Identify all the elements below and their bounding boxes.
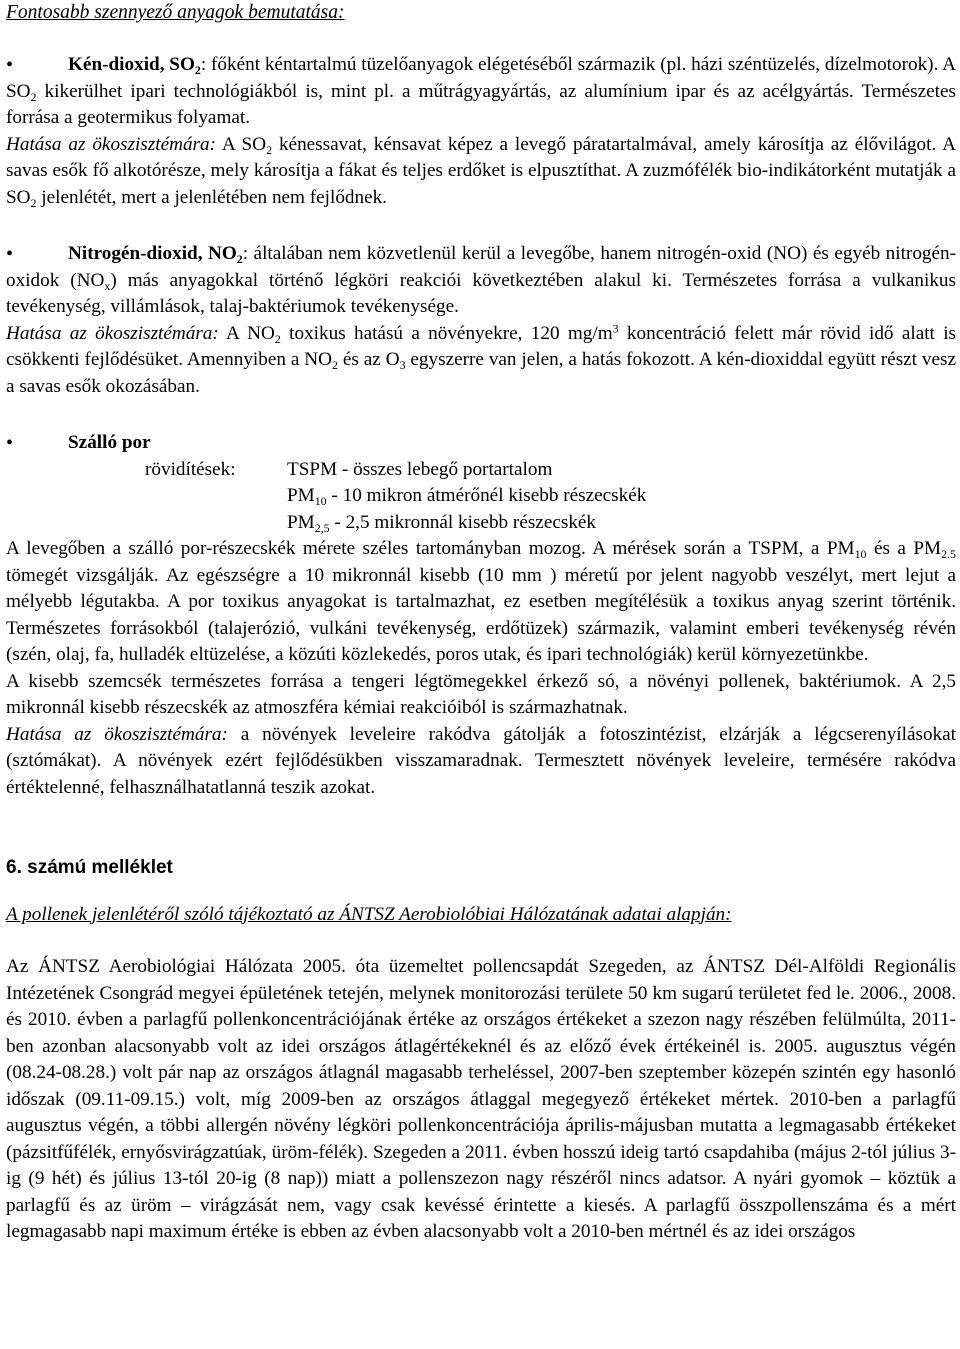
abbr-row (6, 510, 956, 537)
document-page (6, 0, 956, 1246)
no2-title: Nitrogén-dioxid, $NO_2$ (68, 243, 243, 267)
pm-paragraph-1: A levegőben a szálló por-részecskék mérete széles tartományban mozog. A mérések során a TSPM, a $PM_{10}$ és a $PM_{2.5}$ tömegét vizsgálják. Az egészségre a 10 mikronnál kisebb (10 mm ) méretű por jelent nagyobb veszélyt, mert lejut a mélyebb légutakba. A por toxikus anyagokat is tartalmazhat, ez esetben megítélésük a toxikus anyag szerint történik. Természetes forrásokból (talajerózió, vulkáni tevékenység, erdőtüzek) származik, valamint emberi tevékenység révén (szén, olaj, fa, hulladék eltüzelése, a közúti közlekedés, poros utak, és ipari technológiák) kerül környezetünkbe. (6, 538, 956, 665)
so2-title: Kén-dioxid, $SO_2$ (68, 54, 201, 78)
bullet-icon: • (6, 54, 14, 76)
pm-effect-label: Hatása az ökoszisztémára: (6, 723, 228, 745)
no2-section (6, 241, 956, 400)
pm-title-line (6, 430, 956, 457)
pm-paragraph-2: A kisebb szemcsék természetes forrása a tengeri légtömegekkel érkező só, a növényi pollenek, baktériumok. A 2,5 mikronnál kisebb részecskék az atmoszféra kémiai reakcióiból is származhatnak. (6, 670, 956, 718)
abbr-row (6, 457, 956, 484)
annex-source-heading: A pollenek jelenlétéről szóló tájékoztató az ÁNTSZ Aerobiolóbiai Hálózatának adatai alapján: (6, 903, 732, 925)
spacer (6, 211, 956, 241)
abbr-pm10: $PM_{10} - 10$ mikron átmérőnél kisebb részecskék (287, 485, 647, 509)
so2-paragraph: Kén-dioxid, $SO_2$: főként kéntartalmú tüzelőanyagok elégetéséből származik (pl. házi széntüzelés, dízelmotorok). A $SO_2$ kikerülhet ipari technológiákból is, mint pl. a műtrágyagyártás, az alumínium ipar és az acélgyártás. Természetes forrása a geotermikus folyamat. (6, 54, 956, 128)
abbr-tspm: TSPM - összes lebegő portartalom (287, 458, 553, 480)
no2-effect-paragraph: Hatása az ökoszisztémára: A $NO_2$ toxikus hatású a növényekre, 120 $mg/m^3$ koncentráció felett már rövid idő alatt is csökkenti fejlődésüket. Amennyiben a $NO_2$ és az $O_3$ egyszerre van jelen, a hatás fokozott. A kén-dioxiddal együtt részt vesz a savas esők okozásában. (6, 320, 957, 397)
annex-title: 6. számú melléklet (6, 857, 173, 878)
so2-effect-label: Hatása az ökoszisztémára: (6, 133, 216, 155)
abbr-row (6, 483, 956, 510)
no2-effect-label: Hatása az ökoszisztémára: (6, 322, 219, 344)
annex-body: Az ÁNTSZ Aerobiológiai Hálózata 2005. óta üzemeltet pollencsapdát Szegeden, az ÁNTSZ Dél-Alföldi Regionális Intézetének Csongrád megyei épületének tetején, melynek monitorozási területe 50 km sugarú területet fed le. 2006., 2008. és 2010. évben a parlagfű pollenkoncentrációjának értéke az országos értékeket a szezon nagy részében felülmúlta, 2011-ben azonban alacsonyabb volt az idei országos átlagértékeknél és az előző évek értékeinél is. 2005. augusztus végén (08.24-08.28.) volt pár nap az országos átlagnál magasabb terheléssel, 2007-ben szeptember közepén szintén egy hasonló időszak (09.11-09.15.) volt, míg 2009-ben az országos átlaggal megegyező értékeket mértek. 2010-ben a parlagfű augusztus végén, a többi allergén növény légköri pollenkoncentrációja április-májusban mutatta a legmagasabb értékeket (pázsitfűfélék, ernyősvirágzatúak, üröm-félék). Szegeden a 2011. évben hosszú ideig tartó csapdahiba (május 2-tól július 3-ig (9 hét) és július 13-tól 20-ig (8 nap)) miatt a pollenszezon nagy részéről nincs adatsor. A nyári gyomok – köztük a parlagfű és az üröm – virágzását nem, vagy csak kevéssé érintette a kiesés. A parlagfű összpollenszáma és a mért legmagasabb napi maximum értéke is ebben az évben alacsonyabb volt a 2010-ben mértnél és az idei országos (6, 956, 956, 1242)
so2-effect-paragraph: Hatása az ökoszisztémára: A $SO_2$ kénessavat, kénsavat képez a levegő páratartalmával, amely károsítja az élővilágot. A savas esők fő alkotórésze, mely károsítja a fákat és teljes erdőket is elpusztíthat. A zuzmófélék bio-indikátorként mutatják a $SO_2$ jelenlétét, mert a jelenlétében nem fejlődnek. (6, 133, 956, 210)
spacer (6, 882, 956, 902)
pm-section (6, 430, 956, 801)
spacer (6, 928, 956, 954)
spacer (6, 801, 956, 855)
pm-effect-paragraph: Hatása az ökoszisztémára: a növények leveleire rakódva gátolják a fotoszintézist, elzárják a légcserenyílásokat (sztómákat). A növények ezért fejlődésükben visszamaradnak. Termesztett növények leveleire, termésére rakódva értéktelenné, felhasználhatatlanná teszik azokat. (6, 723, 956, 798)
spacer (6, 26, 956, 52)
no2-paragraph: Nitrogén-dioxid, $NO_2$: általában nem közvetlenül kerül a levegőbe, hanem nitrogén-oxid (NO) és egyéb nitrogén-oxidok $(NO_x)$ más anyagokkal történő légköri reakciói következtében alakul ki. Természetes forrása a vulkanikus tevékenység, villámlások, talaj-baktériumok tevékenysége. (6, 243, 957, 317)
spacer (6, 400, 956, 430)
abbr-label: rövidítések: (145, 458, 236, 480)
bullet-icon: • (6, 243, 14, 265)
so2-section (6, 52, 956, 211)
section-heading: Fontosabb szennyező anyagok bemutatása: (6, 2, 345, 23)
pm-title: Szálló por (68, 432, 151, 453)
bullet-icon: • (6, 432, 14, 454)
abbr-pm25: $PM_{2,5} - 2,5$ mikronnál kisebb részecskék (287, 511, 597, 535)
